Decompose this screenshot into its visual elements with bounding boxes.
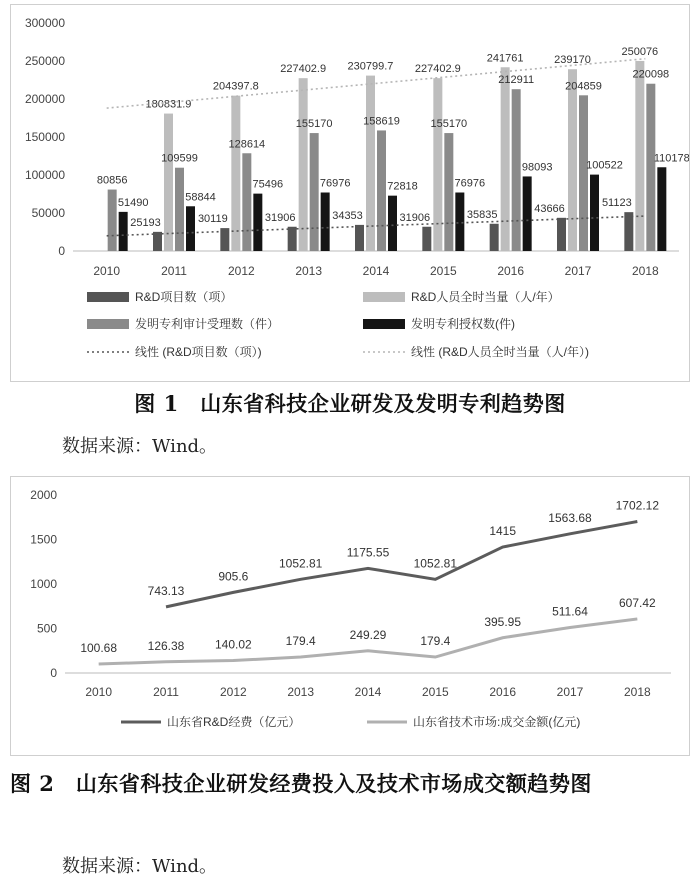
bar: [253, 194, 262, 251]
x-tick-label: 2016: [489, 685, 517, 699]
data-label: 80856: [96, 174, 128, 187]
data-label: 1702.12: [615, 498, 660, 513]
data-label: 212911: [498, 74, 535, 87]
data-label: 58844: [185, 191, 216, 204]
data-label: 227402.9: [414, 63, 461, 76]
data-label: 249.29: [349, 627, 387, 642]
data-label: 250076: [621, 45, 659, 58]
data-label: 230799.7: [347, 60, 394, 73]
data-label: 155170: [295, 118, 333, 131]
x-tick-label: 2018: [631, 264, 659, 278]
x-tick-label: 2015: [421, 685, 449, 699]
bar: [366, 76, 375, 251]
figure-2-svg: [11, 477, 689, 755]
bar: [590, 175, 599, 251]
bar: [377, 130, 386, 251]
data-label: 158619: [363, 115, 400, 128]
data-label: 51490: [117, 196, 149, 209]
x-tick-label: 2013: [295, 264, 323, 278]
y-tick-label: 1500: [30, 532, 57, 547]
y-tick-label: 50000: [31, 206, 65, 220]
data-label: 155170: [430, 118, 468, 131]
legend-label: 线性 (R&D人员全时当量（人/年）): [411, 345, 589, 359]
bar: [490, 224, 499, 251]
data-label: 110178: [653, 152, 689, 165]
data-label: 204397.8: [212, 80, 259, 93]
figure-1-chart: [10, 4, 690, 382]
data-label: 34353: [332, 209, 363, 222]
data-label: 25193: [130, 216, 161, 229]
bar: [119, 212, 128, 251]
data-label: 743.13: [147, 583, 185, 598]
data-label: 75496: [252, 178, 284, 191]
bar: [164, 114, 173, 251]
data-label: 905.6: [218, 569, 249, 584]
bar: [186, 206, 195, 251]
data-label: 239170: [554, 54, 591, 67]
bar: [288, 227, 297, 251]
bar: [242, 153, 251, 251]
legend-swatch: [87, 292, 129, 302]
bar: [299, 78, 308, 251]
y-tick-label: 0: [58, 244, 65, 258]
x-tick-label: 2010: [93, 264, 121, 278]
x-tick-label: 2018: [623, 685, 651, 699]
data-label: 511.64: [552, 604, 588, 619]
legend-label: R&D项目数（项）: [135, 290, 233, 304]
bar: [231, 96, 240, 251]
data-label: 72818: [387, 180, 418, 193]
x-tick-label: 2015: [429, 264, 457, 278]
bar: [635, 61, 644, 251]
y-tick-label: 150000: [24, 130, 65, 144]
figure-1-caption: 图 1 山东省科技企业研发及发明专利趋势图: [134, 391, 566, 416]
x-tick-label: 2016: [497, 264, 525, 278]
bar: [310, 133, 319, 251]
bar: [557, 218, 566, 251]
data-label: 241761: [486, 52, 524, 65]
bar: [108, 190, 117, 251]
data-label: 395.95: [484, 614, 522, 629]
data-label: 1052.81: [278, 556, 323, 571]
y-tick-label: 200000: [24, 92, 65, 106]
bar: [433, 78, 442, 251]
legend-label: R&D人员全时当量（人/年）: [411, 290, 560, 304]
bar: [175, 168, 184, 251]
figure-1-source: 数据来源：Wind。: [62, 436, 218, 457]
data-label: 109599: [161, 152, 198, 165]
series-line: [166, 522, 637, 607]
x-tick-label: 2010: [85, 685, 113, 699]
figure-2-chart: [10, 476, 690, 756]
data-label: 607.42: [618, 595, 656, 610]
y-tick-label: 1000: [30, 577, 57, 591]
x-tick-label: 2014: [362, 264, 390, 278]
legend-label: 山东省R&D经费（亿元）: [167, 715, 301, 729]
data-label: 179.4: [285, 634, 316, 649]
data-label: 180831.9: [145, 98, 192, 111]
data-label: 204859: [565, 80, 602, 93]
data-label: 100.68: [80, 641, 118, 656]
y-tick-label: 100000: [24, 168, 65, 182]
data-label: 100522: [586, 159, 623, 172]
data-label: 76976: [454, 177, 486, 190]
legend-label: 线性 (R&D项目数（项）): [135, 345, 262, 359]
x-tick-label: 2011: [153, 685, 179, 699]
legend-swatch: [363, 292, 405, 302]
data-label: 179.4: [420, 634, 451, 649]
y-tick-label: 500: [36, 621, 57, 636]
y-tick-label: 250000: [24, 54, 65, 68]
bar: [579, 95, 588, 251]
y-tick-label: 2000: [30, 488, 57, 502]
figure-1-svg: [11, 5, 689, 381]
bar: [646, 84, 655, 251]
data-label: 1052.81: [413, 556, 458, 571]
x-tick-label: 2017: [564, 264, 592, 278]
x-tick-label: 2014: [354, 685, 382, 699]
y-tick-label: 300000: [24, 16, 65, 30]
bar: [321, 192, 330, 251]
data-label: 35835: [466, 208, 498, 221]
data-label: 31906: [399, 211, 431, 224]
bar: [444, 133, 453, 251]
data-label: 31906: [264, 211, 296, 224]
bar: [455, 192, 464, 251]
y-tick-label: 0: [50, 666, 57, 680]
figure-2-caption: 图 2 山东省科技企业研发经费投入及技术市场成交额趋势图: [10, 771, 592, 796]
data-label: 98093: [521, 161, 553, 174]
data-label: 51123: [601, 197, 632, 210]
legend-label: 发明专利审计受理数（件）: [135, 317, 280, 331]
legend-label: 山东省技术市场:成交金额(亿元): [413, 715, 581, 729]
legend-label: 发明专利授权数(件): [411, 317, 515, 331]
legend-swatch: [87, 319, 129, 329]
data-label: 220098: [632, 68, 670, 81]
x-tick-label: 2013: [287, 685, 315, 699]
bar: [523, 176, 532, 251]
bar: [501, 67, 510, 251]
bar: [624, 212, 633, 251]
x-tick-label: 2011: [161, 264, 187, 278]
data-label: 30119: [197, 213, 228, 226]
data-label: 1175.55: [346, 545, 390, 560]
data-label: 76976: [319, 177, 351, 190]
data-label: 43666: [534, 202, 565, 215]
legend-swatch: [363, 319, 405, 329]
data-label: 1563.68: [548, 510, 592, 525]
bar: [388, 196, 397, 251]
data-label: 126.38: [147, 638, 185, 653]
x-tick-label: 2017: [556, 685, 584, 699]
data-label: 128614: [228, 138, 266, 151]
bar: [422, 227, 431, 251]
data-label: 1415: [489, 524, 517, 539]
x-tick-label: 2012: [219, 685, 247, 699]
bar: [512, 89, 521, 251]
data-label: 227402.9: [280, 63, 327, 76]
bar: [355, 225, 364, 251]
data-label: 140.02: [214, 637, 252, 652]
x-tick-label: 2012: [227, 264, 255, 278]
bar: [657, 167, 666, 251]
bar: [568, 69, 577, 251]
figure-2-source: 数据来源：Wind。: [62, 856, 218, 877]
